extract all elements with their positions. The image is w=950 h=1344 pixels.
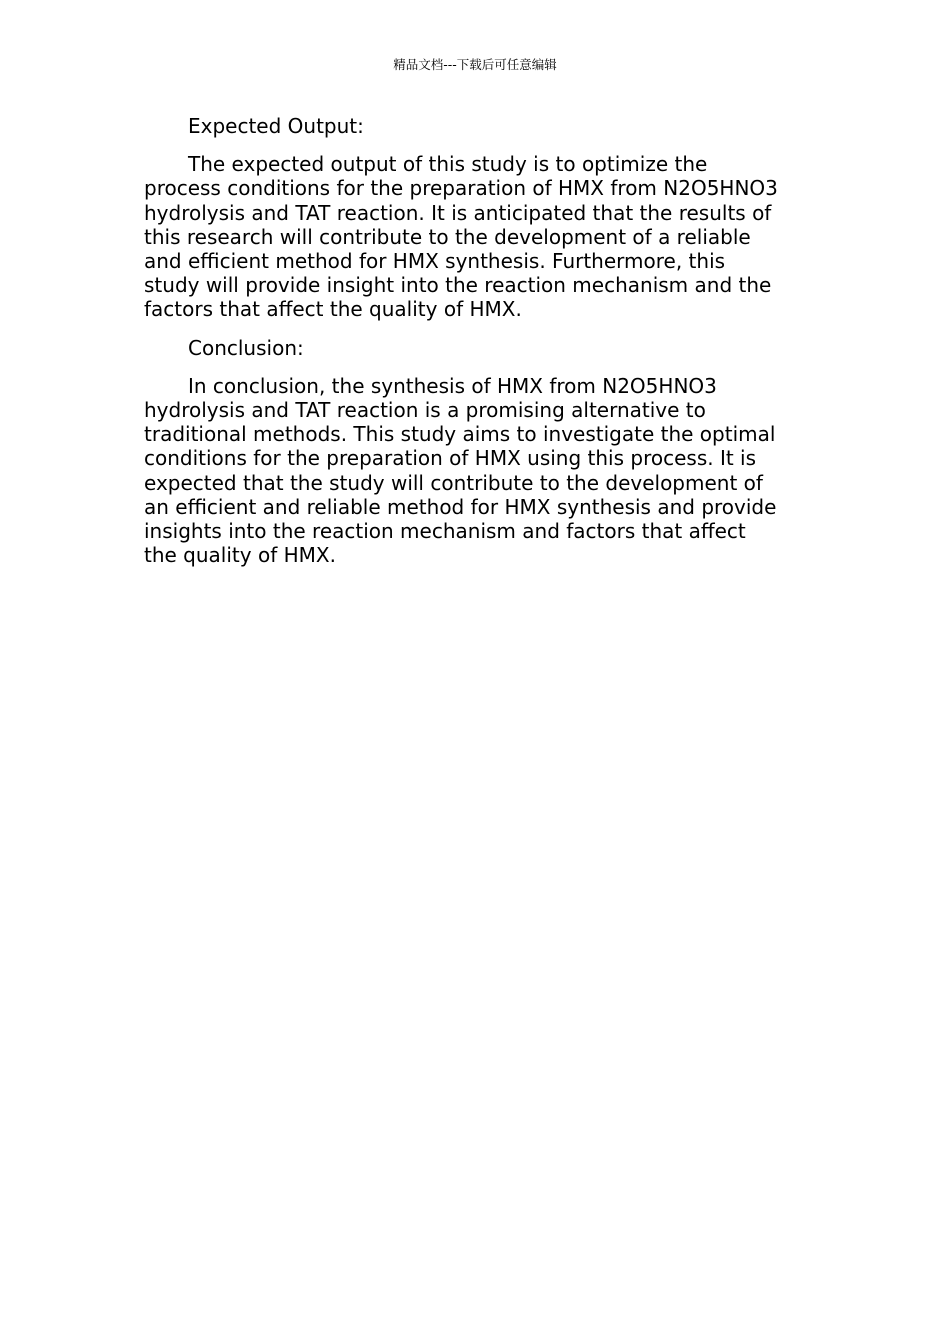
section-paragraph-conclusion: In conclusion, the synthesis of HMX from N2O5HNO3 hydrolysis and TAT reaction is a promising alternative to traditional methods. This study aims to investigate the optimal conditions for the preparation of HMX using this process. It is expected that the study will contribute to the development of an efficient and reliable method for HMX synthesis and provide insights into the reaction mechanism and factors that affect the quality of HMX. <box>144 373 777 568</box>
page-header: 精品文档---下载后可任意编辑 <box>393 57 557 72</box>
section-heading-conclusion: Conclusion: <box>188 335 304 360</box>
section-heading-expected-output: Expected Output: <box>188 114 364 138</box>
document-body <box>144 114 808 581</box>
section-paragraph-expected-output: The expected output of this study is to optimize the process conditions for the preparation of HMX from N2O5HNO3 hydrolysis and TAT reaction. It is anticipated that the results of this research will contribute to the development of a reliable and efficient method for HMX synthesis. Furthermore, this study will provide insight into the reaction mechanism and the factors that affect the quality of HMX. <box>144 152 778 322</box>
